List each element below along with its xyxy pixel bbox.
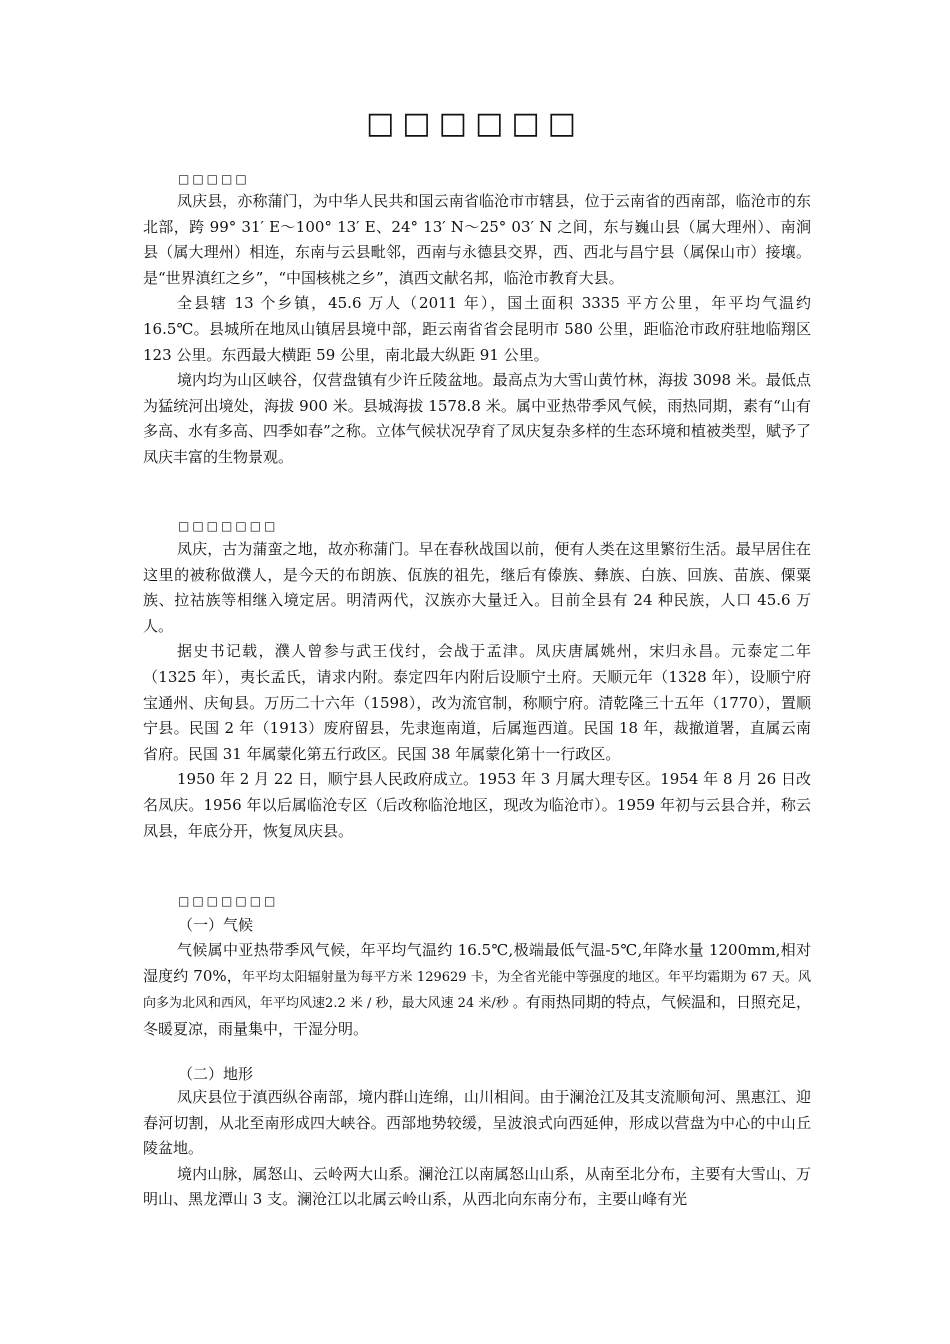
subsection-body-terrain: [143, 1085, 811, 1213]
paragraph: 境内山脉，属怒山、云岭两大山系。澜沧江以南属怒山山系，从南至北分布，主要有大雪山、万明山、黑龙潭山 3 支。澜沧江以北属云岭山系，从西北向东南分布，主要山峰有光: [143, 1164, 811, 1209]
climate-text-3: 有雨热同期的特点，气候温和，日照充足，冬暖夏凉，雨量集中，干湿分明。: [143, 993, 811, 1038]
paragraph: 境内均为山区峡谷，仅营盘镇有少许丘陵盆地。最高点为大雪山黄竹林，海拔 3098 米。最低点为猛统河出境处，海拔 900 米。县城海拔 1578.8 米。属中亚热带季风气候，雨热同期，素有“山有多高、水有多高、四季如春”之称。立体气候状况孕育了凤庆复杂多样的生态环境和植被类型，赋予了凤庆丰富的生物景观。: [143, 371, 811, 466]
climate-text-2: 年平均太阳辐射量为每平方米 129629 卡，为全省光能中等强度的地区。年平均霜期为 67 天。风向多为北风和西风，年平均风速2.2 米 / 秒，最大风速 24 米/秒 。: [143, 969, 812, 1012]
section-heading-geography: □□□□□□□: [178, 894, 279, 908]
section-heading-overview: □□□□□: [178, 172, 250, 186]
subsection-body-climate: [143, 938, 811, 1042]
paragraph: 据史书记载，濮人曾参与武王伐纣，会战于孟津。凤庆唐属姚州，宋归永昌。元泰定二年（1325 年），夷长孟氏，请求内附。泰定四年内附后设顺宁土府。天顺元年（1328 年），设顺宁府宝通州、庆甸县。万历二十六年（1598），改为流官制，称顺宁府。清乾隆三十五年（1770），置顺宁县。民国 2 年（1913）废府留县，先隶迤南道，后属迤西道。民国 18 年，裁撤道署，直属云南省府。民国 31 年属蒙化第五行政区。民国 38 年属蒙化第十一行政区。: [143, 642, 811, 763]
climate-text-1: 气候属中亚热带季风气候，年平均气温约 16.5℃,极端最低气温-5℃,年降水量 1200mm,相对湿度约 70%，: [143, 941, 811, 985]
subsection-label-terrain: （二）地形: [178, 1065, 254, 1083]
subsection-label-climate: （一）气候: [178, 916, 254, 934]
section-body-history: [143, 537, 811, 844]
paragraph: 1950 年 2 月 22 日，顺宁县人民政府成立。1953 年 3 月属大理专区。1954 年 8 月 26 日改名凤庆。1956 年以后属临沧专区（后改称临沧地区，现改为临沧市）。1959 年初与云县合并，称云凤县，年底分开，恢复凤庆县。: [143, 770, 811, 840]
paragraph: 凤庆县，亦称蒲门，为中华人民共和国云南省临沧市市辖县，位于云南省的西南部，临沧市的东北部，跨 99° 31′ E～100° 13′ E、24° 13′ N～25° 03′ N 之间，东与巍山县（属大理州）、南涧县（属大理州）相连，东南与云县毗邻，西南与永德县交界，西、西北与昌宁县（属保山市）接壤。是“世界滇红之乡”，“中国核桃之乡”，滇西文献名邦，临沧市教育大县。: [143, 192, 811, 287]
document-title: □□□□□□: [365, 106, 585, 141]
section-body-overview: [143, 189, 811, 471]
paragraph: 全县辖 13 个乡镇，45.6 万人（2011 年），国土面积 3335 平方公里，年平均气温约 16.5℃。县城所在地凤山镇居县境中部，距云南省省会昆明市 580 公里，距临沧市政府驻地临翔区 123 公里。东西最大横距 59 公里，南北最大纵距 91 公里。: [143, 294, 811, 364]
paragraph: 凤庆，古为蒲蛮之地，故亦称蒲门。早在春秋战国以前，便有人类在这里繁衍生活。最早居住在这里的被称做濮人，是今天的布朗族、佤族的祖先，继后有傣族、彝族、白族、回族、苗族、傈粟族、拉祜族等相继入境定居。明清两代，汉族亦大量迁入。目前全县有 24 种民族，人口 45.6 万人。: [143, 540, 811, 635]
paragraph: 凤庆县位于滇西纵谷南部，境内群山连绵，山川相间。由于澜沧江及其支流顺甸河、黑惠江、迎春河切割，从北至南形成四大峡谷。西部地势较缓，呈波浪式向西延伸，形成以营盘为中心的中山丘陵盆地。: [143, 1088, 811, 1158]
paragraph: [143, 938, 811, 1042]
section-heading-history: □□□□□□□: [178, 519, 279, 533]
